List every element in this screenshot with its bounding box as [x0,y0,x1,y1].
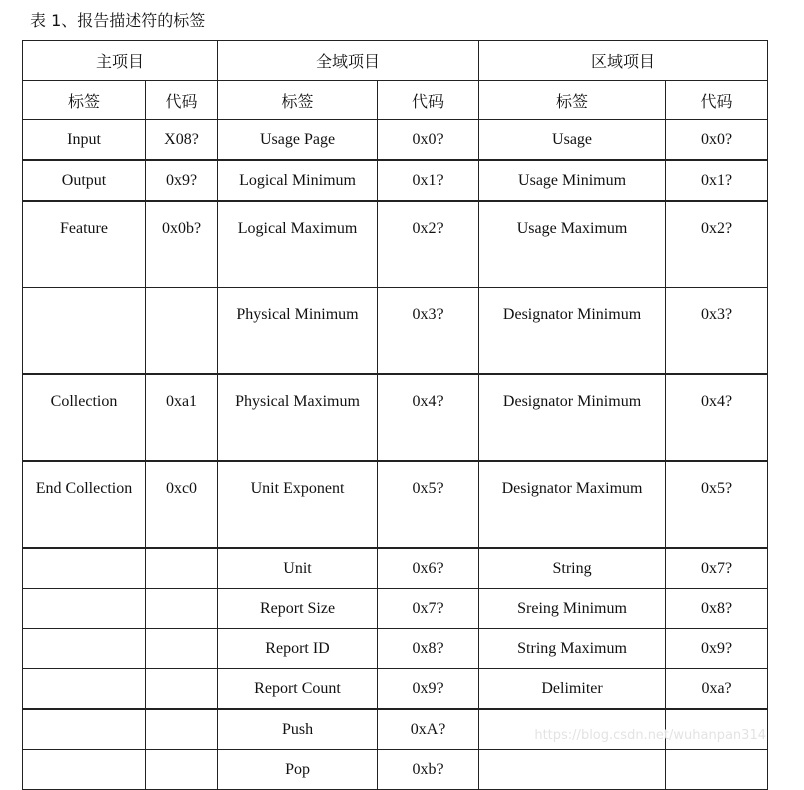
cell-main-code: 0x0b? [146,201,218,288]
cell-global-code: 0xb? [378,750,479,790]
cell-main-tag [23,548,146,589]
cell-local-tag: String Maximum [479,629,666,669]
column-header-local-code: 代码 [666,81,768,120]
cell-local-code: 0x9? [666,629,768,669]
cell-main-tag: Collection [23,374,146,461]
cell-main-tag [23,709,146,750]
cell-global-code: 0x3? [378,288,479,375]
table-row [23,629,768,669]
cell-main-tag [23,589,146,629]
table-body [23,120,768,790]
cell-global-code: 0x7? [378,589,479,629]
cell-local-tag: Sreing Minimum [479,589,666,629]
watermark-url: https://blog.csdn.net/wuhanpan314 [534,728,766,743]
table-row [23,160,768,201]
cell-main-code [146,589,218,629]
table-row [23,374,768,461]
cell-global-tag: Physical Minimum [218,288,378,375]
cell-main-code [146,629,218,669]
table-row [23,120,768,161]
cell-main-tag: Output [23,160,146,201]
cell-main-code [146,709,218,750]
cell-local-code: 0x1? [666,160,768,201]
column-header-row [23,81,768,120]
column-header-global-code: 代码 [378,81,479,120]
cell-global-code: 0x2? [378,201,479,288]
cell-local-tag: Designator Maximum [479,461,666,548]
cell-global-code: 0x5? [378,461,479,548]
column-header-local-tag: 标签 [479,81,666,120]
group-header-main: 主项目 [23,41,218,81]
cell-local-code: 0x0? [666,120,768,161]
cell-main-code [146,669,218,710]
cell-main-code [146,288,218,375]
cell-local-code: 0x4? [666,374,768,461]
cell-local-code: 0x2? [666,201,768,288]
column-header-main-tag: 标签 [23,81,146,120]
cell-main-tag [23,669,146,710]
cell-local-code: 0x5? [666,461,768,548]
cell-global-code: 0x4? [378,374,479,461]
cell-local-code: 0x3? [666,288,768,375]
table-row [23,669,768,710]
cell-global-code: 0x0? [378,120,479,161]
cell-main-code: X08? [146,120,218,161]
cell-local-tag: Usage [479,120,666,161]
cell-global-tag: Logical Maximum [218,201,378,288]
report-descriptor-tag-table [22,40,768,790]
cell-global-code: 0x1? [378,160,479,201]
table-row [23,288,768,375]
cell-global-tag: Push [218,709,378,750]
cell-local-tag: String [479,548,666,589]
cell-global-tag: Usage Page [218,120,378,161]
cell-global-tag: Unit [218,548,378,589]
cell-local-tag: Designator Minimum [479,288,666,375]
cell-local-tag: Designator Minimum [479,374,666,461]
cell-global-tag: Pop [218,750,378,790]
cell-global-code: 0x9? [378,669,479,710]
cell-local-tag: Usage Minimum [479,160,666,201]
cell-main-tag [23,288,146,375]
cell-global-tag: Report Size [218,589,378,629]
cell-main-tag: Input [23,120,146,161]
cell-local-code: 0x8? [666,589,768,629]
cell-main-code: 0x9? [146,160,218,201]
cell-global-tag: Unit Exponent [218,461,378,548]
table-row [23,548,768,589]
table-row [23,461,768,548]
group-header-local: 区域项目 [479,41,768,81]
cell-global-tag: Logical Minimum [218,160,378,201]
cell-global-code: 0x6? [378,548,479,589]
column-header-main-code: 代码 [146,81,218,120]
table-row [23,589,768,629]
cell-global-code: 0x8? [378,629,479,669]
cell-global-tag: Physical Maximum [218,374,378,461]
group-header-global: 全域项目 [218,41,479,81]
cell-main-code [146,548,218,589]
cell-main-tag: End Collection [23,461,146,548]
table-caption: 表 1、报告描述符的标签 [30,11,206,30]
cell-local-tag: Usage Maximum [479,201,666,288]
table-row [23,201,768,288]
cell-local-code: 0xa? [666,669,768,710]
column-header-global-tag: 标签 [218,81,378,120]
cell-global-tag: Report ID [218,629,378,669]
group-header-row [23,41,768,81]
cell-global-tag: Report Count [218,669,378,710]
cell-local-tag: Delimiter [479,669,666,710]
cell-main-tag: Feature [23,201,146,288]
cell-main-code: 0xc0 [146,461,218,548]
cell-main-tag [23,629,146,669]
cell-main-code: 0xa1 [146,374,218,461]
cell-global-code: 0xA? [378,709,479,750]
cell-local-code: 0x7? [666,548,768,589]
